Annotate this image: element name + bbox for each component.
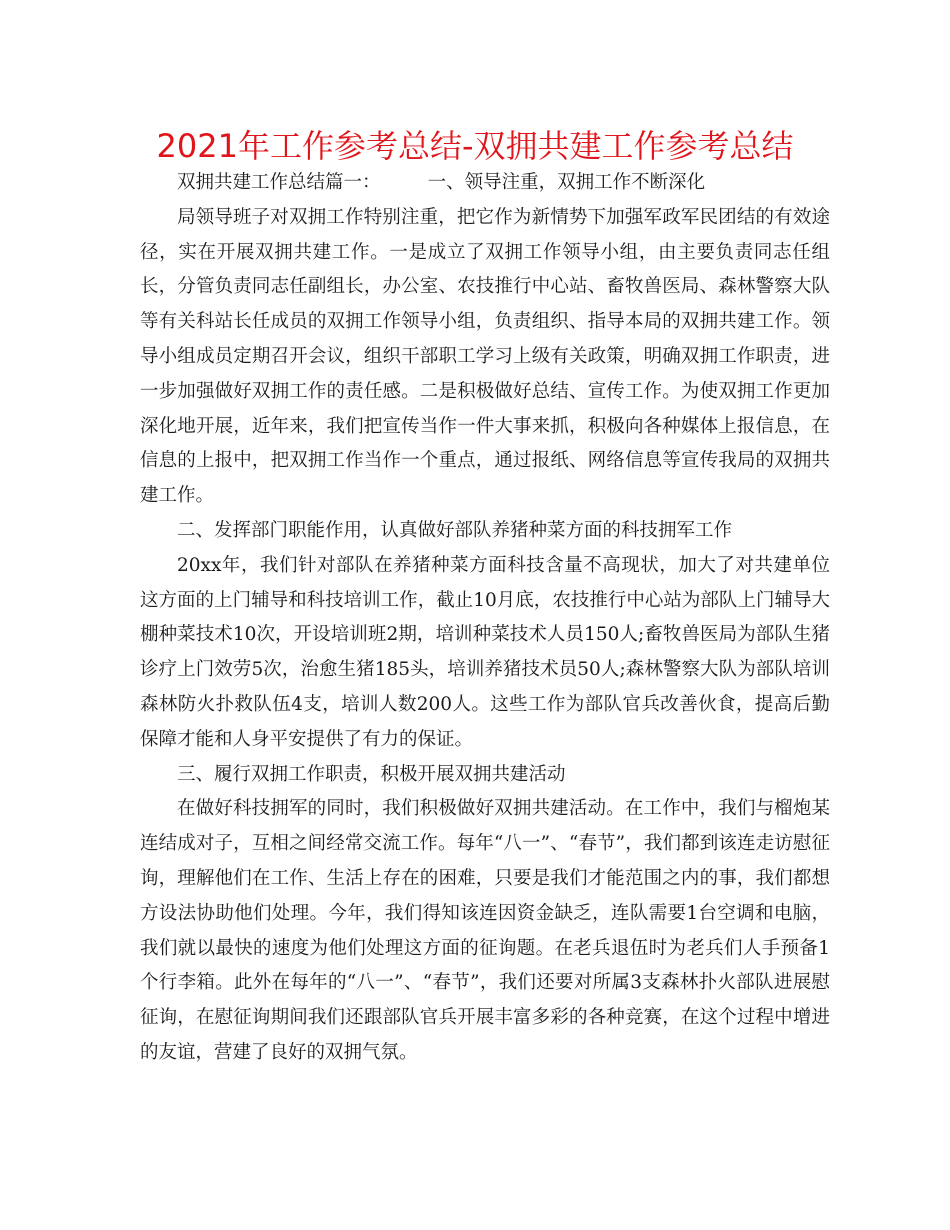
section-heading-3: 三、履行双拥工作职责，积极开展双拥共建活动: [177, 763, 566, 785]
section-heading-2: 二、发挥部门职能作用，认真做好部队养猪种菜方面的科技拥军工作: [177, 519, 733, 541]
paragraph-tech-support: 20xx年，我们针对部队在养猪种菜方面科技含量不高现状，加大了对共建单位这方面的上门辅导和科技培训工作，截止10月底，农技推行中心站为部队上门辅导大棚种菜技术10次，开设培训班2期，培训种菜技术人员150人;畜牧兽医局为部队生猪诊疗上门效劳5次，治愈生猪185头，培训养猪技术员50人;森林警察大队为部队培训森林防火扑救队伍4支，培训人数200人。这些工作为部队官兵改善伙食，提高后勤保障才能和人身平安提供了有力的保证。: [140, 554, 830, 750]
intro-line: [140, 166, 830, 201]
intro-heading: 一、领导注重，双拥工作不断深化: [427, 172, 706, 193]
paragraph-activities: 在做好科技拥军的同时，我们积极做好双拥共建活动。在工作中，我们与榴炮某连结成对子，互相之间经常交流工作。每年“八一”、“春节”，我们都到该连走访慰征询，理解他们在工作、生活上存在的困难，只要是我们才能范围之内的事，我们都想方设法协助他们处理。今年，我们得知该连因资金缺乏，连队需要1台空调和电脑，我们就以最快的速度为他们处理这方面的征询题。在老兵退伍时为老兵们人手预备1个行李箱。此外在每年的“八一”、“春节”，我们还要对所属3支森林扑火部队进展慰征询，在慰征询期间我们还跟部队官兵开展丰富多彩的各种竞赛，在这个过程中增进的友谊，营建了良好的双拥气氛。: [140, 798, 830, 1063]
paragraph-leadership: 局领导班子对双拥工作特别注重，把它作为新情势下加强军政军民团结的有效途径，实在开展双拥共建工作。一是成立了双拥工作领导小组，由主要负责同志任组长，分管负责同志任副组长，办公室、农技推行中心站、畜牧兽医局、森林警察大队等有关科站长任成员的双拥工作领导小组，负责组织、指导本局的双拥共建工作。领导小组成员定期召开会议，组织干部职工学习上级有关政策，明确双拥工作职责，进一步加强做好双拥工作的责任感。二是积极做好总结、宣传工作。为使双拥工作更加深化地开展，近年来，我们把宣传当作一件大事来抓，积极向各种媒体上报信息，在信息的上报中，把双拥工作当作一个重点，通过报纸、网络信息等宣传我局的双拥共建工作。: [140, 206, 830, 507]
intro-prefix: 双拥共建工作总结篇一：: [177, 172, 381, 193]
document-body: [140, 166, 830, 1071]
document-title: 2021年工作参考总结-双拥共建工作参考总结: [156, 127, 794, 165]
